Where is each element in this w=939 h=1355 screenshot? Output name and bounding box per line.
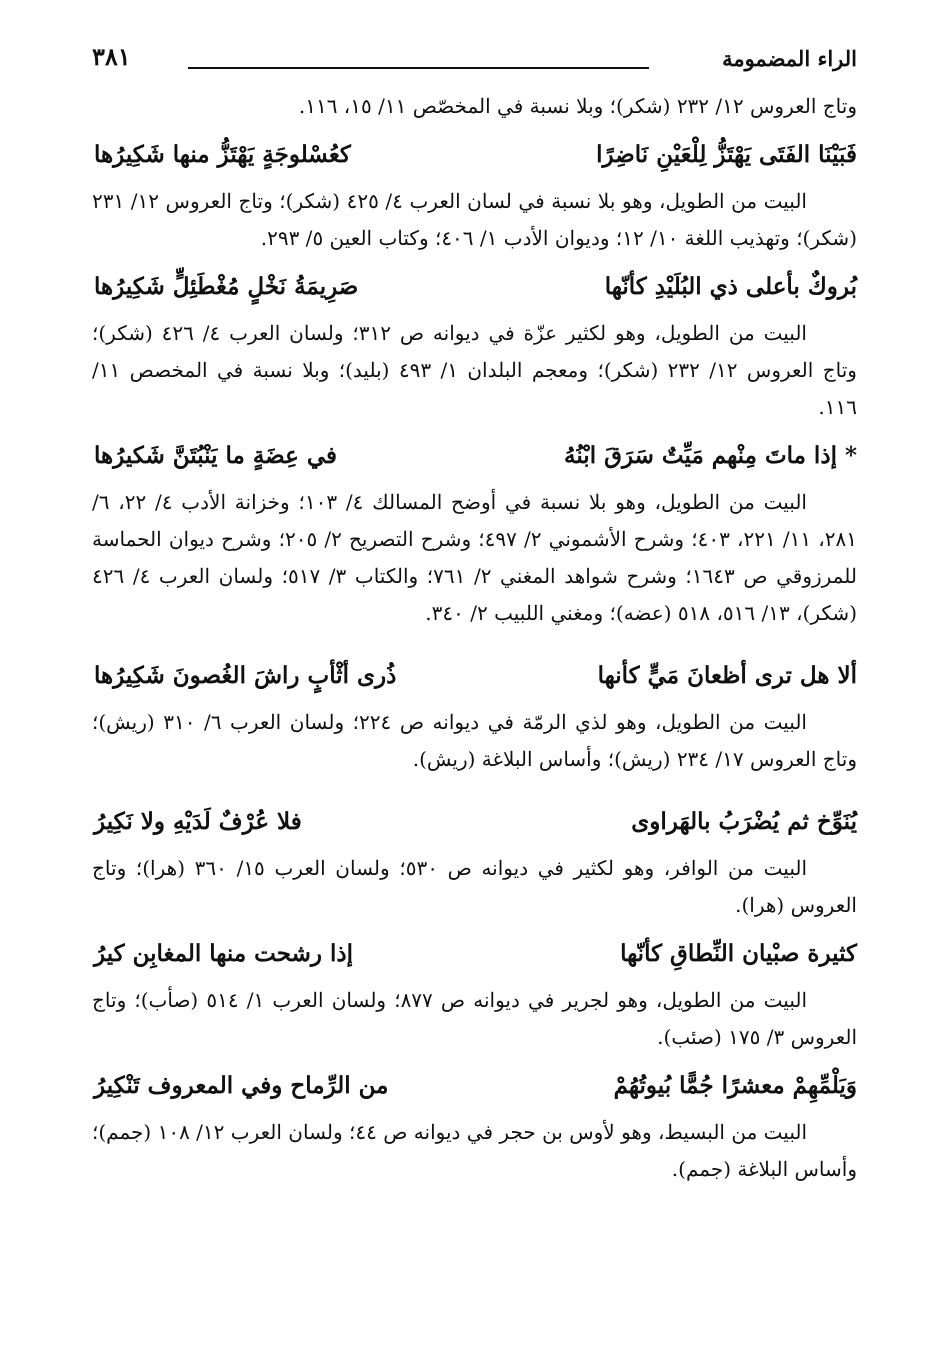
intro-reference: وتاج العروس ١٢/ ٢٣٢ (شكر)؛ وبلا نسبة في المخصّص ١١/ ١٥، ١١٦. bbox=[298, 94, 857, 118]
page-number: ٣٨١ bbox=[92, 42, 131, 71]
verse-first-hemistich: يُنَوِّخ ثم يُضْرَبُ بالهَراوى bbox=[631, 808, 857, 835]
verse-first-hemistich: كثيرة صبْيان النِّطاقِ كأنّها bbox=[620, 940, 857, 967]
verse-reference: البيت من الطويل، وهو لذي الرمّة في ديوانه ص ٢٢٤؛ ولسان العرب ٦/ ٣١٠ (ريش)؛ وتاج العروس ١٧/ ٢٣٤ (ريش)؛ وأساس البلاغة (ريش). bbox=[92, 710, 857, 771]
verse-second-hemistich: كعُسْلوجَةٍ يَهْتَزُّ منها شَكِيرُها bbox=[94, 141, 351, 168]
header-rule bbox=[188, 67, 649, 69]
verse-5 bbox=[92, 800, 857, 850]
verse-reference: البيت من الوافر، وهو لكثير في ديوانه ص ٥٣٠؛ ولسان العرب ١٥/ ٣٦٠ (هرا)؛ وتاج العروس (هرا). bbox=[92, 856, 857, 917]
verse-first-hemistich: وَيَلْمِّهِمْ معشرًا جُمًّا بُيوتُهُمْ bbox=[613, 1072, 857, 1099]
verse-first-hemistich: فَبَيْنَا الفَتَى يَهْتَزُّ لِلْعَيْنِ نَاضِرًا bbox=[596, 141, 857, 168]
verse-reference: البيت من الطويل، وهو بلا نسبة في لسان العرب ٤/ ٤٢٥ (شكر)؛ وتاج العروس ١٢/ ٢٣١ (شكر)؛ وتهذيب اللغة ١٠/ ١٢؛ وديوان الأدب ١/ ٤٠٦؛ وكتاب العين ٥/ ٢٩٣. bbox=[92, 189, 857, 250]
verse-3 bbox=[92, 434, 857, 484]
verse-second-hemistich: في عِضَةٍ ما يَنْبُتَنَّ شَكيرُها bbox=[94, 442, 337, 469]
chapter-title: الراء المضمومة bbox=[722, 46, 857, 71]
verse-second-hemistich: فلا عُرْفٌ لَدَيْهِ ولا نَكِيرُ bbox=[94, 808, 302, 835]
verse-first-hemistich: * إذا ماتَ مِنْهم مَيِّتٌ سَرَقَ ابْنُهُ bbox=[564, 442, 857, 469]
verse-7 bbox=[92, 1064, 857, 1114]
verse-second-hemistich: ذُرى أثْأبٍ راشَ الغُصونَ شَكِيرُها bbox=[94, 662, 397, 689]
page-body bbox=[92, 88, 857, 1188]
verse-6 bbox=[92, 932, 857, 982]
verse-second-hemistich: من الرِّماح وفي المعروف تَنْكِيرُ bbox=[94, 1072, 389, 1099]
verse-first-hemistich: ألا هل ترى أظعانَ مَيٍّ كأنها bbox=[597, 662, 857, 689]
verse-reference: البيت من البسيط، وهو لأوس بن حجر في ديوانه ص ٤٤؛ ولسان العرب ١٢/ ١٠٨ (جمم)؛ وأساس البلاغة (جمم). bbox=[92, 1120, 857, 1181]
verse-1 bbox=[92, 133, 857, 183]
verse-reference: البيت من الطويل، وهو لجرير في ديوانه ص ٨٧٧؛ ولسان العرب ١/ ٥١٤ (صأب)؛ وتاج العروس ٣/ ١٧٥ (صئب). bbox=[92, 988, 857, 1049]
verse-second-hemistich: صَرِيمَةُ نَخْلٍ مُغْطَئِلٍّ شَكِيرُها bbox=[94, 273, 359, 300]
verse-4 bbox=[92, 654, 857, 704]
verse-2 bbox=[92, 265, 857, 315]
verse-reference: البيت من الطويل، وهو بلا نسبة في أوضح المسالك ٤/ ١٠٣؛ وخزانة الأدب ٤/ ٢٢، ٦/ ٢٨١، ١١/ ٢٢١، ٤٠٣؛ وشرح الأشموني ٢/ ٤٩٧؛ وشرح التصريح ٢/ ٢٠٥؛ وشرح ديوان الحماسة للمرزوقي ص ١٦٤٣؛ وشرح شواهد المغني ٢/ ٧٦١؛ والكتاب ٣/ ٥١٧؛ ولسان العرب ٤/ ٤٢٦ (شكر)، ١٣/ ٥١٦، ٥١٨ (عضه)؛ ومغني اللبيب ٢/ ٣٤٠. bbox=[92, 490, 857, 625]
verse-first-hemistich: بُروكٌ بأعلى ذي البُلَيْدِ كأنّها bbox=[604, 273, 857, 300]
running-header bbox=[92, 40, 857, 80]
verse-second-hemistich: إذا رشحت منها المغابِن كيرُ bbox=[94, 940, 354, 967]
verse-reference: البيت من الطويل، وهو لكثير عزّة في ديوانه ص ٣١٢؛ ولسان العرب ٤/ ٤٢٦ (شكر)؛ وتاج العروس ١٢/ ٢٣٢ (شكر)؛ ومعجم البلدان ١/ ٤٩٣ (بليد)؛ وبلا نسبة في المخصص ١١/ ١١٦. bbox=[92, 321, 857, 419]
